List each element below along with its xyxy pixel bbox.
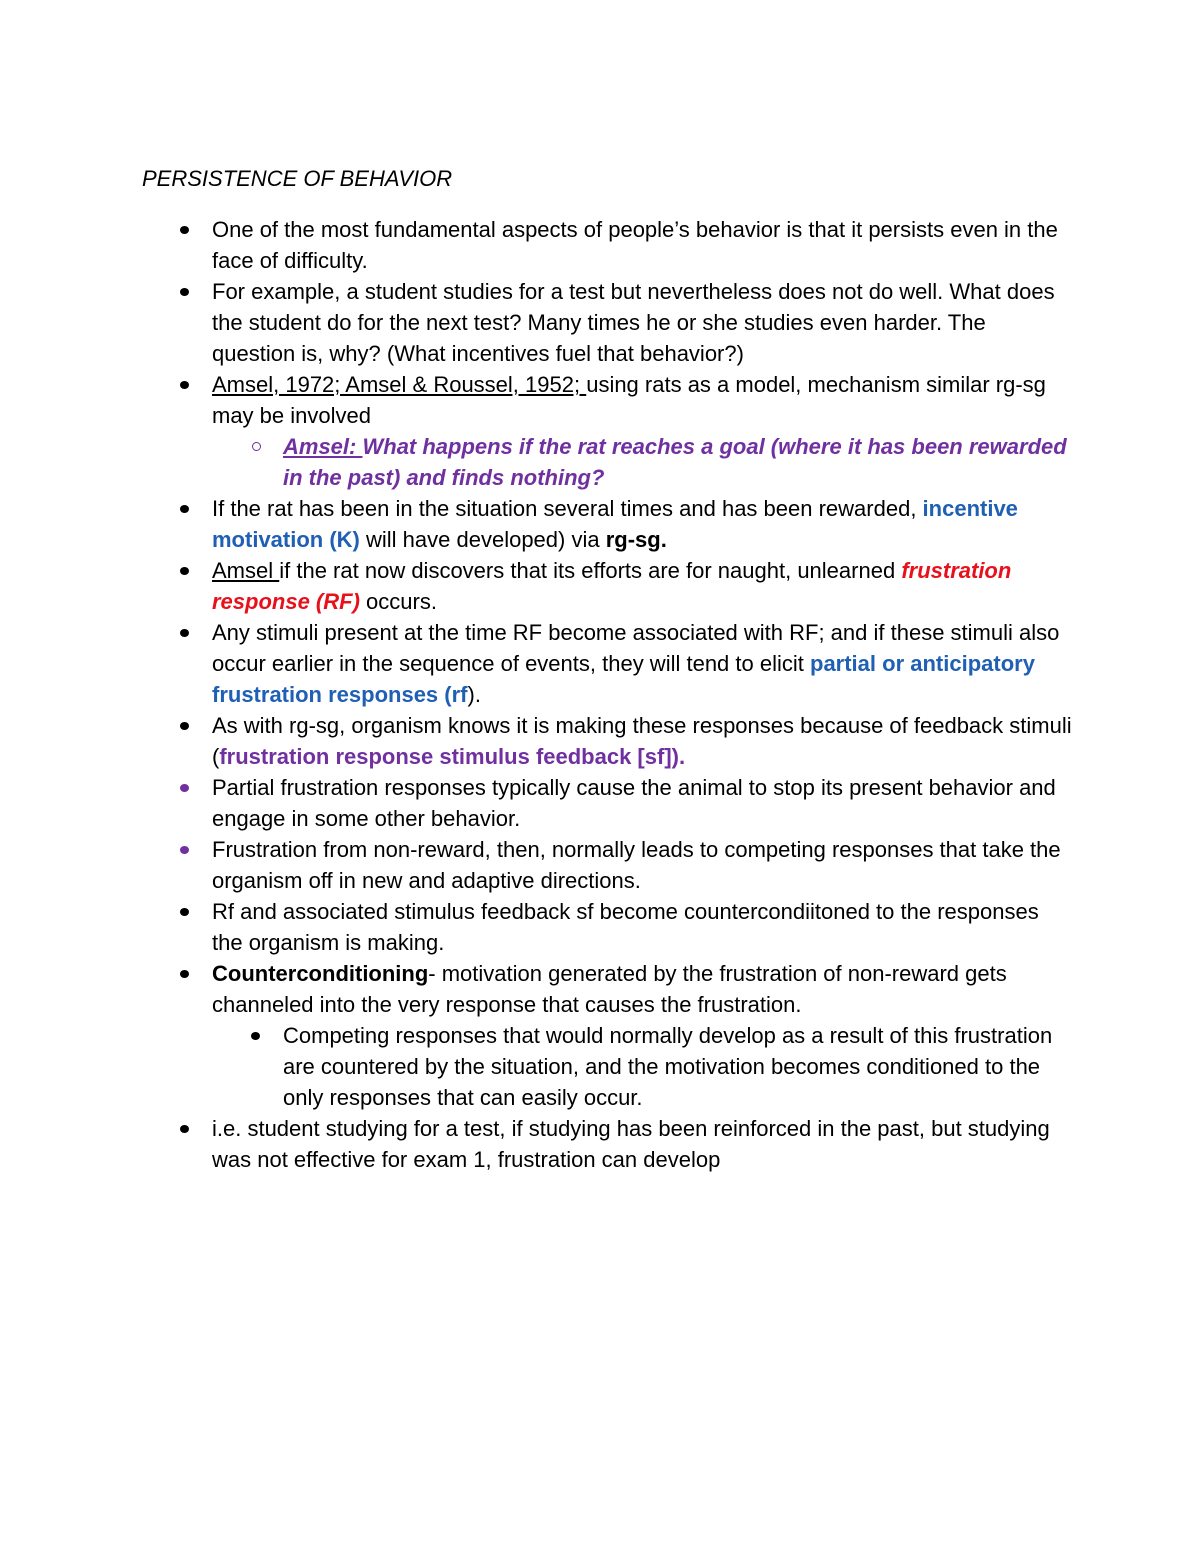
item-text: Frustration from non-reward, then, normally leads to competing responses that take the organism off in new and adaptive directions. — [212, 837, 1061, 893]
item-text: if the rat now discovers that its efforts are for naught, unlearned — [279, 558, 902, 583]
page-title: PERSISTENCE OF BEHAVIOR — [142, 166, 453, 191]
bullet-list — [212, 214, 1072, 1175]
item-text: What happens if the rat reaches a goal (where it has been rewarded in the past) and finds nothing? — [283, 434, 1067, 490]
sub-list-item — [283, 1020, 1072, 1113]
item-text: Partial frustration responses typically cause the animal to stop its present behavior and engage in some other behavior. — [212, 775, 1056, 831]
term-partial-frustration: partial or anticipatory frustration responses (rf — [212, 651, 1035, 707]
item-text: Rf and associated stimulus feedback sf become countercondiitoned to the responses the organism is making. — [212, 899, 1039, 955]
list-item — [212, 710, 1072, 772]
list-item — [212, 555, 1072, 617]
item-text: As with rg-sg, organism knows it is making these responses because of feedback stimuli ( — [212, 713, 1072, 769]
list-item — [212, 772, 1072, 834]
item-text: One of the most fundamental aspects of people’s behavior is that it persists even in the face of difficulty. — [212, 217, 1058, 273]
item-text: i.e. student studying for a test, if studying has been reinforced in the past, but studying was not effective for exam 1, frustration can develop — [212, 1116, 1050, 1172]
term-counterconditioning: Counterconditioning — [212, 961, 429, 986]
list-item — [212, 214, 1072, 276]
term-frustration-response: frustration response (RF) — [212, 558, 1012, 614]
item-text: If the rat has been in the situation several times and has been rewarded, — [212, 496, 923, 521]
list-item — [212, 369, 1072, 431]
list-item — [212, 493, 1072, 555]
citation-text: Amsel — [212, 558, 280, 583]
term-incentive-motivation: incentive motivation (K) — [212, 496, 1018, 552]
list-item — [212, 1113, 1072, 1175]
item-text: Any stimuli present at the time RF become associated with RF; and if these stimuli also occur earlier in the sequence of events, they will tend to elicit — [212, 620, 1060, 676]
item-text: will have developed) via — [359, 527, 606, 552]
list-item — [212, 896, 1072, 958]
sub-list-item — [283, 431, 1072, 493]
item-text: using rats as a model, mechanism similar rg-sg may be involved — [212, 372, 1046, 428]
item-text: For example, a student studies for a test but nevertheless does not do well. What does the student do for the next test? Many times he or she studies even harder. The question is, why? (What incentives fuel that behavior?) — [212, 279, 1055, 366]
item-text: occurs. — [359, 589, 437, 614]
item-text: ). — [467, 682, 481, 707]
term-stimulus-feedback: frustration response stimulus feedback [sf]). — [219, 744, 686, 769]
list-item — [212, 834, 1072, 896]
list-item — [212, 276, 1072, 369]
citation-text: Amsel, 1972; Amsel & Roussel, 1952; — [212, 372, 587, 397]
list-item — [212, 617, 1072, 710]
item-text: Competing responses that would normally develop as a result of this frustration are countered by the situation, and the motivation becomes conditioned to the only responses that can easily occur. — [283, 1023, 1053, 1110]
citation-text: Amsel: — [283, 434, 363, 459]
item-text: - motivation generated by the frustration of non-reward gets channeled into the very response that causes the frustration. — [212, 961, 1007, 1017]
term-rg-sg: rg-sg. — [605, 527, 667, 552]
list-item — [212, 958, 1072, 1020]
